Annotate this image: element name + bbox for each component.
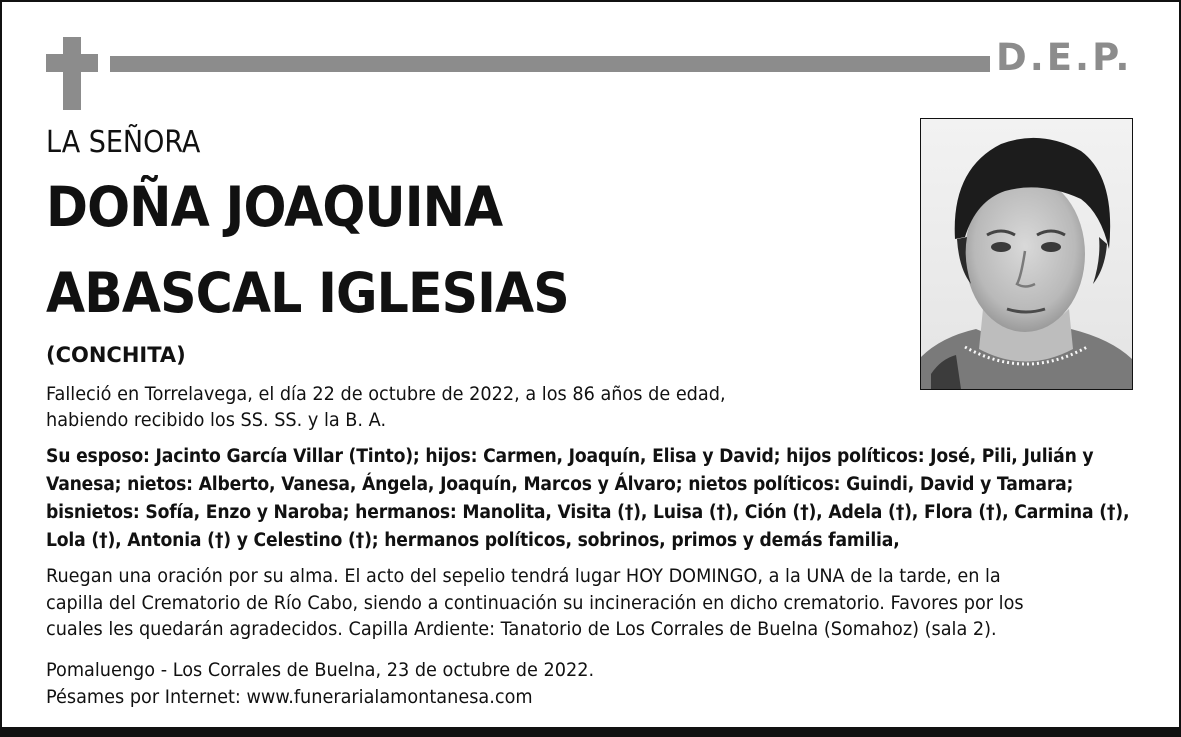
portrait-photo [920, 118, 1133, 390]
deceased-name-line-1: DOÑA JOAQUINA [46, 175, 503, 239]
family-line-3: bisnietos: Sofía, Enzo y Naroba; hermanos: Manolita, Visita (†), Luisa (†), Ción (†), Adela (†), Flora (†), Carmina (†), [46, 502, 1130, 523]
condolences-website: Pésames por Internet: www.funerarialamontanesa.com [46, 685, 533, 708]
honorific: LA SEÑORA [46, 125, 201, 160]
death-notice-line-2: habiendo recibido los SS. SS. y la B. A. [46, 409, 387, 431]
death-notice-line-1: Falleció en Torrelavega, el día 22 de octubre de 2022, a los 86 años de edad, [46, 383, 726, 405]
ceremony-line-2: capilla del Crematorio de Río Cabo, siendo a continuación su incineración en dicho crematorio. Favores por los [46, 591, 1024, 614]
portrait-illustration [921, 119, 1132, 389]
ceremony-details [46, 563, 1116, 643]
header-rule [110, 56, 990, 72]
cross-horizontal [46, 54, 98, 72]
family-line-2: Vanesa; nietos: Alberto, Vanesa, Ángela, Joaquín, Marcos y Álvaro; nietos políticos: Guindi, David y Tamara; [46, 474, 1074, 495]
bottom-border [0, 727, 1181, 737]
deceased-name-line-2: ABASCAL IGLESIAS [46, 261, 569, 325]
family-list [46, 443, 1130, 555]
dep-label: D.E.P. [996, 36, 1133, 79]
deceased-nickname: (CONCHITA) [46, 343, 186, 367]
family-line-4: Lola (†), Antonia (†) y Celestino (†); hermanos políticos, sobrinos, primos y demás familia, [46, 530, 900, 551]
ceremony-line-3: cuales les quedarán agradecidos. Capilla Ardiente: Tanatorio de Los Corrales de Buelna (Somahoz) (sala 2). [46, 618, 997, 640]
family-line-1: Su esposo: Jacinto García Villar (Tinto); hijos: Carmen, Joaquín, Elisa y David; hijos políticos: José, Pili, Julián y [46, 446, 1094, 467]
place-date: Pomaluengo - Los Corrales de Buelna, 23 de octubre de 2022. [46, 659, 595, 681]
ceremony-line-1: Ruegan una oración por su alma. El acto del sepelio tendrá lugar HOY DOMINGO, a la UNA de la tarde, en la [46, 565, 1001, 587]
death-notice [46, 381, 837, 433]
footer [46, 657, 883, 710]
cross-vertical [63, 37, 81, 110]
